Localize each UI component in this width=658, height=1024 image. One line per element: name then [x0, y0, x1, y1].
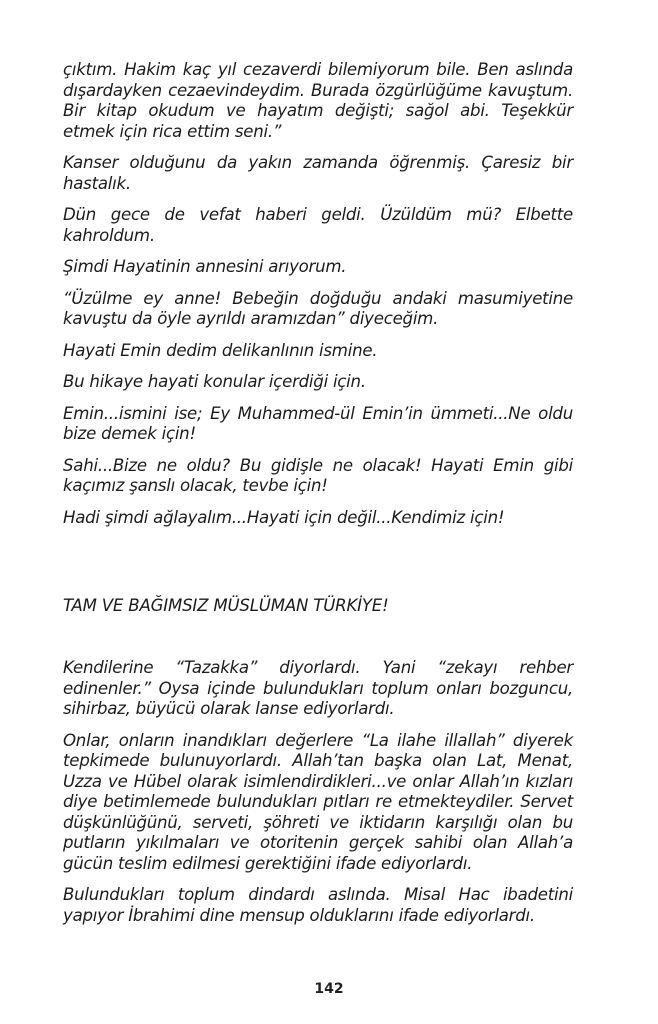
page-number: 142: [314, 981, 344, 997]
text-block-top: [63, 60, 573, 539]
paragraph: çıktım. Hakim kaç yıl cezaverdi bilemiyorum bile. Ben aslında dışardayken cezaevindeydim. Burada özgürlüğüme kavuştum. Bir kitap okudum ve hayatım değişti; sağol abi. Teşekkür etmek için rica ettim seni.”: [63, 60, 573, 141]
paragraph: Sahi...Bize ne oldu? Bu gidişle ne olacak! Hayati Emin gibi kaçımız şanslı olacak, tevbe için!: [63, 455, 573, 495]
paragraph: Bu hikaye hayati konular içerdiği için.: [63, 372, 366, 391]
section-heading: TAM VE BAĞIMSIZ MÜSLÜMAN TÜRKİYE!: [63, 596, 389, 615]
paragraph: Hadi şimdi ağlayalım...Hayati için değil...Kendimiz için!: [63, 507, 505, 527]
paragraph: Kanser olduğunu da yakın zamanda öğrenmiş. Çaresiz bir hastalık.: [63, 153, 573, 193]
text-block-bottom: [63, 658, 573, 937]
paragraph: Kendilerine “Tazakka” diyorlardı. Yani “zekayı rehber edinenler.” Oysa içinde bulundukları toplum onları bozguncu, sihirbaz, büyücü olarak lanse ediyorlardı.: [63, 658, 573, 718]
paragraph: Emin...ismini ise; Ey Muhammed-ül Emin’in ümmeti...Ne oldu bize demek için!: [63, 403, 573, 443]
paragraph: Bulundukları toplum dindardı aslında. Misal Hac ibadetini yapıyor İbrahimi dine mensup olduklarını ifade ediyorlardı.: [63, 885, 573, 925]
paragraph: Onlar, onların inandıkları değerlere “La ilahe illallah” diyerek tepkimede bulunuyorlardı. Allah’tan başka olan Lat, Menat, Uzza ve Hübel olarak isimlendirdikleri...ve onlar Allah’ın kızları diye betimlemede bulundukları pıtları re etmekteydiler. Servet düşkünlüğünü, serveti, şöhreti ve iktidarın karşılığı olan bu putların yıkılmaları ve otoritenin gerçek sahibi olan Allah’a gücün teslim edilmesi gerektiğini ifade ediyorlardı.: [63, 730, 573, 873]
paragraph: “Üzülme ey anne! Bebeğin doğduğu andaki masumiyetine kavuştu da öyle ayrıldı aramızdan” diyeceğim.: [63, 288, 573, 328]
paragraph: Dün gece de vefat haberi geldi. Üzüldüm mü? Elbette kahroldum.: [63, 205, 573, 245]
paragraph: Hayati Emin dedim delikanlının ismine.: [63, 340, 378, 360]
paragraph: Şimdi Hayatinin annesini arıyorum.: [63, 257, 347, 276]
